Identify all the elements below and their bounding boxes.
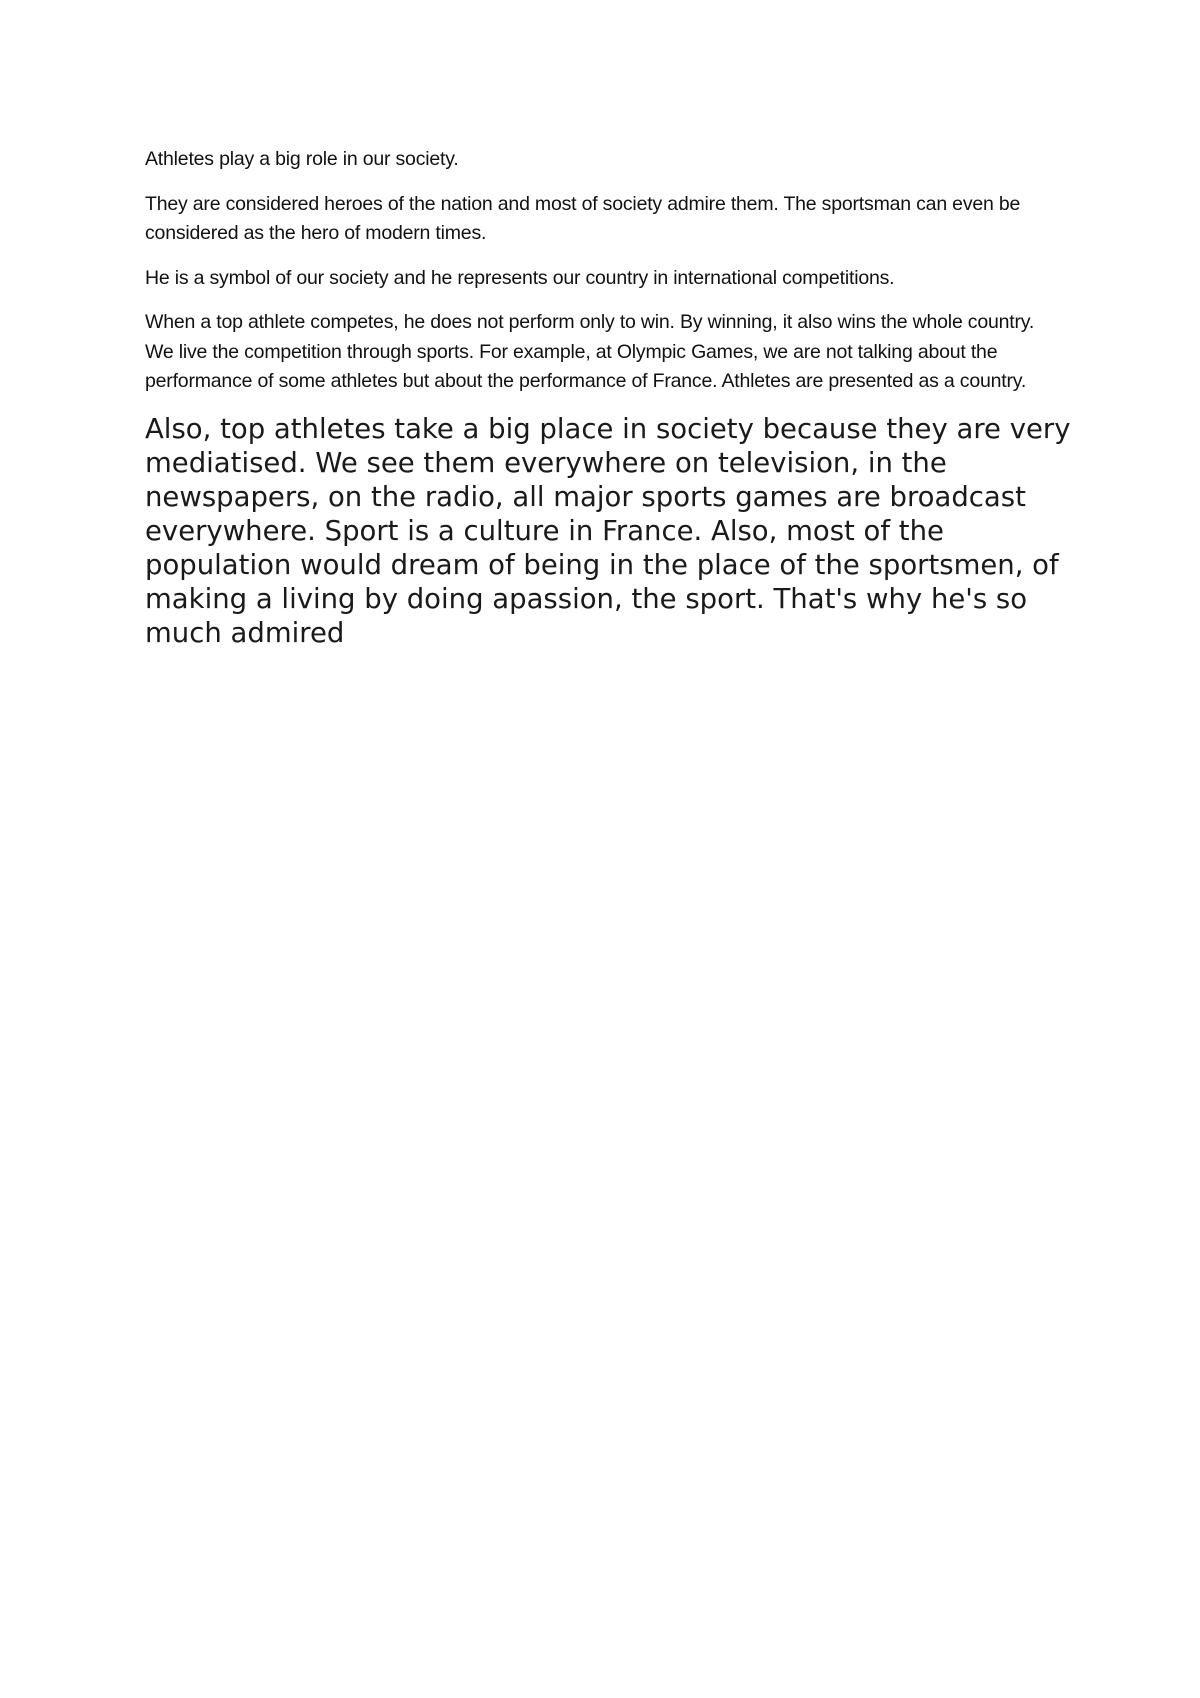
paragraph-heroes: They are considered heroes of the nation and most of society admire them. The sportsman can even be considered as the hero of modern times. (145, 192, 1021, 244)
document-body (145, 145, 1071, 650)
paragraph-symbol: He is a symbol of our society and he represents our country in international competitions. (145, 266, 895, 289)
paragraph-competition: When a top athlete competes, he does not perform only to win. By winning, it also wins the whole country. We live the competition through sports. For example, at Olympic Games, we are not talking about the performance of some athletes but about the performance of France. Athletes are presented as a country. (145, 311, 1035, 392)
paragraph-media: Also, top athletes take a big place in society because they are very mediatised. We see them everywhere on television, in the newspapers, on the radio, all major sports games are broadcast everywhere. Sport is a culture in France. Also, most of the population would dream of being in the place of the sportsmen, of making a living by doing apassion, the sport. That's why he's so much admired (145, 412, 1071, 649)
paragraph-intro: Athletes play a big role in our society. (145, 148, 459, 170)
